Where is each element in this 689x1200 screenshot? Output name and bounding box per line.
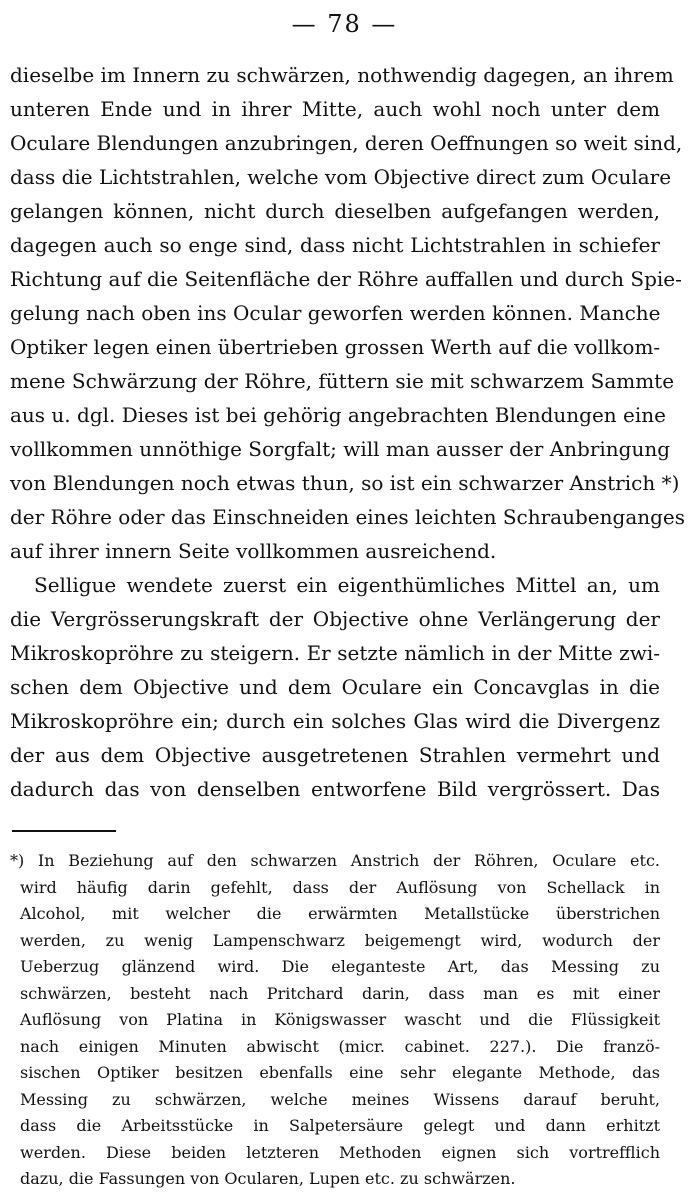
text-line: vollkommen unnöthige Sorgfalt; will man ausser der Anbringung bbox=[10, 437, 671, 461]
text-line: dagegen auch so enge sind, dass nicht Lichtstrahlen in schiefer bbox=[10, 233, 660, 257]
footnote-line: Ueberzug glänzend wird. Die eleganteste Art, das Messing zu bbox=[20, 957, 660, 976]
footnote-line: schwärzen, besteht nach Pritchard darin, dass man es mit einer bbox=[20, 983, 660, 1003]
text-line: von Blendungen noch etwas thun, so ist ein schwarzer Anstrich *) bbox=[10, 471, 680, 495]
text-line: die Vergrösserungskraft der Objective ohne Verlängerung der bbox=[10, 607, 660, 631]
text-line: Mikroskopröhre zu steigern. Er setzte nämlich in der Mitte zwi- bbox=[10, 641, 660, 665]
text-line: dieselbe im Innern zu schwärzen, nothwendig dagegen, an ihrem bbox=[10, 63, 674, 87]
text-line: mene Schwärzung der Röhre, füttern sie mit schwarzem Sammte bbox=[10, 369, 675, 393]
text-line: aus u. dgl. Dieses ist bei gehörig angebrachten Blendungen eine bbox=[10, 403, 666, 427]
footnote-line: nach einigen Minuten abwischt (micr. cabinet. 227.). Die franzö- bbox=[20, 1036, 660, 1056]
text-line: der aus dem Objective ausgetretenen Strahlen vermehrt und bbox=[10, 743, 660, 767]
text-line: Richtung auf die Seitenfläche der Röhre auffallen und durch Spie- bbox=[10, 267, 682, 291]
text-line: dass die Lichtstrahlen, welche vom Objective direct zum Oculare bbox=[10, 165, 672, 189]
main-text bbox=[10, 58, 686, 806]
footnote-line: wird häufig darin gefehlt, dass der Auflösung von Schellack in bbox=[20, 877, 660, 897]
footnote-line: Messing zu schwärzen, welche meines Wissens darauf beruht, bbox=[20, 1089, 660, 1109]
footnote-line: werden, zu wenig Lampenschwarz beigemengt wird, wodurch der bbox=[20, 930, 660, 950]
text-line: dadurch das von denselben entworfene Bild vergrössert. Das bbox=[10, 777, 660, 801]
footnote-line: dass die Arbeitsstücke in Salpetersäure gelegt und dann erhitzt bbox=[20, 1116, 660, 1135]
text-line: auf ihrer innern Seite vollkommen ausreichend. bbox=[10, 539, 497, 563]
text-line: Optiker legen einen übertrieben grossen Werth auf die vollkom- bbox=[10, 335, 661, 359]
text-line: schen dem Objective und dem Oculare ein Concavglas in die bbox=[10, 675, 660, 699]
text-line: Oculare Blendungen anzubringen, deren Oeffnungen so weit sind, bbox=[10, 131, 683, 155]
text-line: Selligue wendete zuerst ein eigenthümliches Mittel an, um bbox=[34, 573, 660, 597]
footnote-line: Alcohol, mit welcher die erwärmten Metallstücke überstrichen bbox=[20, 904, 660, 923]
footnote-line: Auflösung von Platina in Königswasser wascht und die Flüssigkeit bbox=[20, 1010, 660, 1029]
footnote-line: sischen Optiker besitzen ebenfalls eine sehr elegante Methode, das bbox=[20, 1063, 660, 1082]
footnote bbox=[10, 848, 660, 1193]
text-line: gelangen können, nicht durch dieselben aufgefangen werden, bbox=[10, 199, 660, 223]
text-line: gelung nach oben ins Ocular geworfen werden können. Manche bbox=[10, 301, 661, 325]
footnote-line: werden. Diese beiden letzteren Methoden eignen sich vortrefflich bbox=[20, 1142, 660, 1162]
text-line: der Röhre oder das Einschneiden eines leichten Schraubenganges bbox=[10, 505, 686, 529]
footnote-line: dazu, die Fassungen von Ocularen, Lupen etc. zu schwärzen. bbox=[20, 1169, 516, 1188]
text-line: unteren Ende und in ihrer Mitte, auch wohl noch unter dem bbox=[10, 97, 660, 121]
page-number: — 78 — bbox=[291, 10, 398, 38]
text-line: Mikroskopröhre ein; durch ein solches Glas wird die Divergenz bbox=[10, 709, 660, 733]
footnote-divider bbox=[12, 830, 116, 832]
footnote-line: *) In Beziehung auf den schwarzen Anstrich der Röhren, Oculare etc. bbox=[10, 851, 660, 870]
